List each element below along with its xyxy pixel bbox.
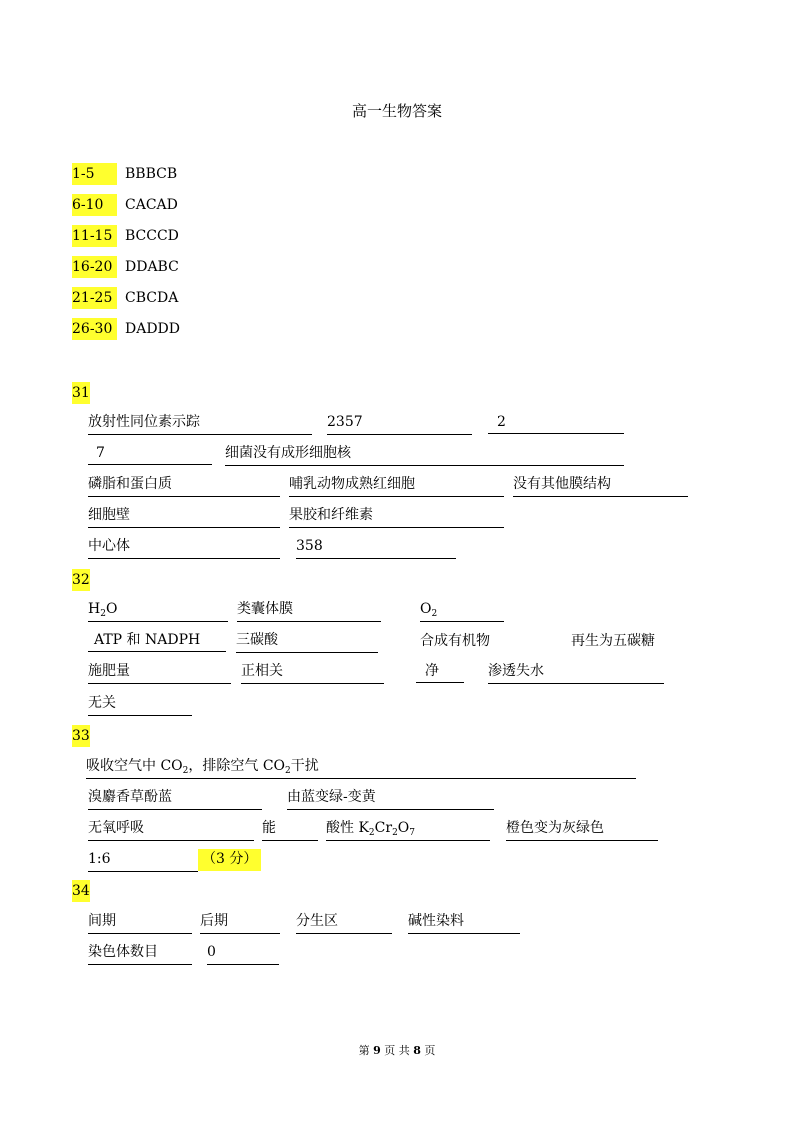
answer-blank: 分生区 <box>296 911 392 934</box>
answer-blank: 吸收空气中 $CO_2$，排除空气 $CO_2$干扰 <box>86 756 636 779</box>
score-note: （3 分） <box>198 849 261 871</box>
answer-blank: $H_2O$ <box>88 599 228 622</box>
answer-blank: 正相关 <box>241 661 384 684</box>
page-title: 高一生物答案 <box>351 102 442 120</box>
answer-blank: 能 <box>262 818 318 841</box>
answer-blank: 间期 <box>88 911 192 934</box>
answer-blank: 无关 <box>88 693 192 716</box>
mc-range: 16-20 <box>72 256 117 278</box>
answer-blank: 0 <box>207 942 279 965</box>
page-footer: 第 9 页 共 8 页 <box>358 1044 436 1057</box>
answer-blank: 施肥量 <box>88 661 231 684</box>
mc-range: 26-30 <box>72 318 117 340</box>
answer-blank: 哺乳动物成熟红细胞 <box>289 474 504 497</box>
answer-blank: 放射性同位素示踪 <box>88 412 312 435</box>
answer-blank: 类囊体膜 <box>237 599 381 622</box>
mc-answer: CBCDA <box>125 290 179 306</box>
answer-text: 合成有机物 <box>420 633 490 649</box>
question-number: 31 <box>72 382 90 404</box>
answer-blank: 果胶和纤维素 <box>289 505 504 528</box>
question-number: 34 <box>72 880 90 902</box>
answer-blank: 没有其他膜结构 <box>513 474 688 497</box>
answer-blank: 渗透失水 <box>488 661 664 684</box>
answer-text: 再生为五碳糖 <box>571 633 655 649</box>
answer-blank: $O_2$ <box>420 599 504 622</box>
question-number: 32 <box>72 569 90 591</box>
answer-blank: 358 <box>296 536 456 559</box>
answer-blank: 细菌没有成形细胞核 <box>225 443 624 466</box>
current-page: 9 <box>373 1044 381 1057</box>
answer-blank: 中心体 <box>88 536 280 559</box>
answer-blank: 酸性 $K_2Cr_2O_7$ <box>326 818 490 841</box>
answer-blank: 由蓝变绿-变黄 <box>287 787 494 810</box>
answer-blank: 后期 <box>200 911 280 934</box>
mc-range: 1-5 <box>72 163 117 185</box>
answer-blank: 2 <box>488 412 624 434</box>
answer-blank: 7 <box>88 443 212 465</box>
mc-answer: DADDD <box>125 321 181 337</box>
mc-range: 11-15 <box>72 225 117 247</box>
answer-blank: 碱性染料 <box>408 911 520 934</box>
mc-answer: BBBCB <box>125 166 178 182</box>
answer-blank: 染色体数目 <box>88 942 192 965</box>
answer-blank: 2357 <box>327 412 472 435</box>
answer-blank: 溴麝香草酚蓝 <box>88 787 262 810</box>
answer-blank: 磷脂和蛋白质 <box>88 474 280 497</box>
answer-blank: 无氧呼吸 <box>88 818 254 841</box>
mc-range: 6-10 <box>72 194 117 216</box>
question-number: 33 <box>72 725 90 747</box>
answer-blank: 净 <box>416 661 464 683</box>
total-pages: 8 <box>413 1044 421 1057</box>
mc-range: 21-25 <box>72 287 117 309</box>
answer-blank: 三碳酸 <box>236 630 378 653</box>
answer-blank: 橙色变为灰绿色 <box>506 818 658 841</box>
answer-blank: ATP 和 NADPH <box>88 630 226 652</box>
mc-answer: DDABC <box>125 259 179 275</box>
mc-answer: BCCCD <box>125 228 179 244</box>
mc-answer: CACAD <box>125 197 178 213</box>
answer-blank: 1:6 <box>88 849 198 872</box>
answer-blank: 细胞壁 <box>88 505 280 528</box>
